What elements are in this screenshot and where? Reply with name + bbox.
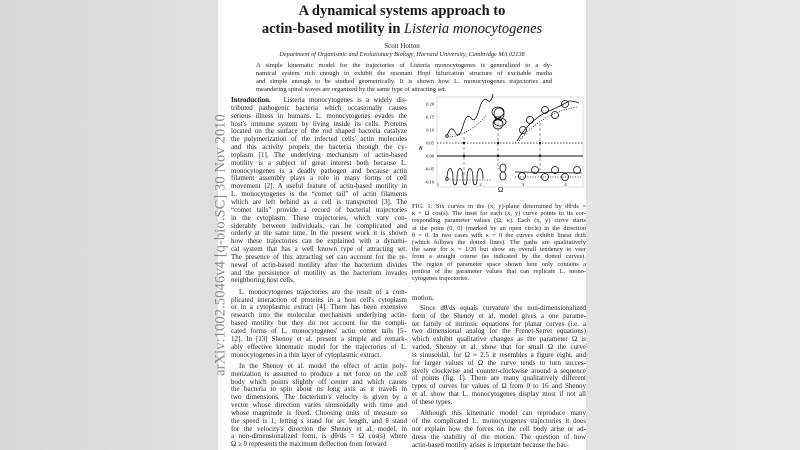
x-tick-label: 1 — [436, 182, 440, 187]
paragraph-line: ter family of intrinsic equations for planar curves (i.e. a — [412, 319, 586, 328]
figure-1 — [407, 93, 586, 193]
y-tick-label: 0.10 — [426, 127, 434, 133]
paragraph-line: in the cytoplasm. These trajectories, which vary con- — [231, 213, 407, 222]
paragraph-line: of points (fig. 1). There are many qualitatively different — [412, 374, 586, 383]
paragraph-line: form of the Shenoy et al. model gives a one parame- — [412, 311, 586, 320]
paragraph-line: orderly at the same time. In the present work it is shown — [231, 229, 407, 238]
curve-loops — [515, 172, 582, 173]
figure-caption — [412, 203, 586, 282]
y-tick-label: 0.05 — [426, 140, 434, 146]
caption-line: FIG. 1: Six curves in the (x, y)-plane determined by dθ/ds = — [412, 203, 586, 210]
intro-heading: Introduction. — [231, 96, 271, 104]
y-tick-label: 0.15 — [426, 114, 434, 120]
paragraph-line: movement [2]. A useful feature of actin-based motility in — [231, 182, 407, 191]
paragraph-line: Ω ≥ 0 represents the maximum deflection from forward — [231, 440, 387, 449]
paragraph-line: cated forms of L. monocytogenes' actin comet tails [5– — [231, 326, 407, 335]
paragraph-line: which exhibit qualitative changes as the parameter Ω is — [412, 335, 586, 344]
paragraph-line: newal of actin-based motility after the bacterium divides — [231, 260, 407, 269]
abstract-line: namical system rich enough to exhibit the resonant Hopf bifurcation structure of excitable media — [256, 70, 552, 77]
paragraph-line: vector whose direction varies sinusoidally with time and — [231, 401, 407, 410]
paragraph-line: motion. — [412, 294, 434, 302]
abstract — [256, 62, 552, 94]
parameter-points — [463, 142, 541, 157]
caption-line: at the point (0, 0) (marked by an open circle) in the direction — [412, 224, 586, 232]
paragraph-line: body which points slightly off center and which causes — [231, 377, 407, 386]
paragraph-line: The presence of this attracting set can account for the re- — [231, 252, 407, 261]
dotted-drift-curve — [447, 115, 487, 137]
paragraph-line: for larger values of Ω the curve tends to turn succes- — [412, 358, 586, 367]
paragraph-line: or in a cytoplasmic extract [4]. There has been extensive — [231, 303, 407, 312]
curve-sinusoid-drift — [447, 94, 493, 136]
y-tick-label: 0.00 — [426, 153, 434, 159]
text-run: Listeria monocytogenes is a widely dis- — [283, 96, 407, 104]
paragraph-line: a non-dimensionalized form, is dθ/ds = Ω cos(s) where — [231, 432, 407, 441]
paragraph-line: et al. show that L. monocytogenes display most if not all — [412, 390, 586, 399]
paragraph-line: of these types. — [412, 397, 453, 406]
paper-title-line-1: A dynamical systems approach to — [298, 3, 506, 19]
paragraph-line: neighboring host cells. — [231, 276, 295, 285]
y-tick-label: -0.10 — [424, 179, 434, 185]
paragraph-line: plicated interaction of proteins in a host cell's cytoplasm — [231, 295, 407, 304]
y-tick-label: 0.20 — [426, 101, 434, 107]
paragraph-line: which are left behind as a cell is transported [3]. The — [231, 197, 407, 206]
right-column — [412, 295, 586, 450]
author: Scott Hotton — [384, 42, 420, 50]
x-tick-label: 4 — [564, 182, 567, 187]
trajectory-curves — [446, 94, 582, 185]
paragraph-line: types of curves for values of Ω from 0 to 16 and Shenoy — [412, 382, 586, 391]
paragraph-line: for the velocity's direction the Shenoy et al. model, in — [231, 424, 407, 433]
abstract-line: A simple kinematic model for the trajectories of Listeria monocytogenes is generalized to a dy- — [256, 62, 552, 69]
paragraph-line: siderably between individuals, can be complicated and — [231, 221, 407, 230]
paragraph-line: 12]. In [13] Shenoy et al. present a simple and remark- — [231, 334, 407, 343]
paragraph-line: serious illness in humans. L. monocytogenes evades the — [231, 111, 407, 120]
paragraph-line: L. monocytogenes trajectories are the result of a com- — [239, 287, 407, 296]
paragraph-line: based motility but they do not account for the compli- — [231, 319, 407, 328]
paragraph-line: actin-based motility arises is important because the bac- — [412, 440, 569, 449]
y-axis-label: κ — [419, 143, 423, 152]
paragraph-line: merization is assumed to produce a net force on the cell — [231, 369, 407, 378]
paragraph-line: not explain how the forces on the cell body arise or ad- — [412, 425, 586, 433]
abstract-line: meandering spiral waves are organized by the same type of attracting set. — [256, 86, 447, 93]
paper-title-line-2 — [218, 21, 586, 38]
paragraph-line: In the Shenoy et al. model the effect of actin poly- — [239, 361, 407, 370]
paragraph-line: tributed pathogenic bacteria which occasionally causes — [231, 103, 407, 112]
paragraph-line: monocytogenes is a deadly pathogen and because actin — [231, 166, 407, 175]
x-axis-label: Ω — [498, 186, 504, 193]
paragraph-line: two dimensions. The bacterium's velocity is given by a — [231, 393, 407, 402]
paragraph-line: located on the surface of the rod shaped bacteria catalyze — [231, 127, 407, 136]
paragraph-line: filament assembly plays a role in many forms of cell — [231, 174, 407, 183]
abstract-line: and simple enough to be studied geometrically. It is shown how L. monocytogenes trajectories and — [256, 78, 552, 85]
paragraph-line: Although this kinematic model can reproduce many — [420, 409, 586, 418]
caption-line: cytogenes trajectories. — [412, 274, 470, 282]
paragraph-line: varied. Shenoy et al. show that for small Ω the curve — [412, 343, 586, 352]
x-tick-label: 3 — [521, 182, 525, 187]
caption-line: from a straight course (as indicated by the dotted curves). — [412, 253, 586, 261]
curve-figure-eight — [500, 164, 506, 180]
paragraph-line: of the complicated L. monocytogenes trajectories it does — [412, 417, 586, 426]
caption-line: responding parameter values (Ω, κ). Each (x, y) curve starts — [412, 217, 586, 225]
paragraph-line: Since dθ/ds equals curvature the non-dimensionalized — [420, 303, 586, 312]
caption-line: θ = 0. In two cases with κ = 0 the curves exhibit linear drift — [412, 231, 586, 239]
paragraph-line: cal system that has a well known type of attracting set. — [231, 245, 407, 254]
title-prefix: actin-based motility in — [261, 21, 401, 37]
paragraph-line: toplasm [1]. The underlying mechanism of actin-based — [231, 150, 407, 159]
caption-line: the same for κ = 1/20 but show an overall tendency to veer — [412, 246, 586, 254]
paragraph-line: host's immune system by living inside its cells. Proteins — [231, 119, 407, 128]
paragraph-line: “comet tails” provide a record of bacterial trajectories — [231, 205, 407, 214]
paragraph-line: sively clockwise and counter-clockwise around a sequence — [412, 366, 586, 375]
paragraph-line: motility is a subject of great interest both because L. — [231, 158, 407, 167]
paragraph-line: research into the molecular mechanism underlying actin- — [231, 311, 407, 320]
paragraph-line: how these trajectories can be explained with a dynami- — [231, 237, 407, 246]
y-tick-label: -0.05 — [424, 166, 434, 172]
curve-sinusoid — [447, 169, 483, 186]
paragraph-line: monocytogenes in a thin layer of cytoplasmic extract. — [231, 350, 382, 359]
inset-pointers — [464, 123, 540, 175]
curve-figure-eight-drift — [492, 107, 506, 129]
paragraph-line: dress the stability of the motion. The question of how — [412, 432, 586, 441]
paragraph-line: is sinusoidal, for Ω ≈ 2.5 it resembles a figure eight, and — [412, 350, 586, 359]
paragraph-line: ably effective kinematic model for the trajectories of L. — [231, 342, 407, 351]
caption-line: The region of parameter space shown here only contains a — [412, 260, 586, 268]
paragraph-line: and the persistence of motility as the bacterium invades — [231, 268, 407, 277]
caption-line: κ + Ω cos(s). The inset for each (x, y) curve points to its cor- — [412, 210, 586, 218]
paragraph-line: two dimensional analog for the Frenet-Serret equations) — [412, 327, 586, 336]
caption-line: (which follows the dotted lines). The paths are qualitatively — [412, 238, 586, 246]
paragraph-line: the speed is 1, letting s stand for arc length, and θ stand — [231, 416, 407, 425]
paragraph-line: and this activity propels the bacteria through the cy- — [231, 143, 407, 152]
paragraph-line: L. monocytogenes is the “comet tail” of actin filaments — [231, 190, 407, 199]
paragraph-line: whose magnitude is fixed. Choosing units of measure so — [231, 408, 407, 417]
plot-frame — [437, 97, 583, 187]
paragraph-line: the polymerization of the infected cells' actin molecules — [231, 135, 407, 144]
paragraph-line: the bacteria to spin about its long axis as it travels in — [231, 385, 407, 394]
title-species: Listeria monocytogenes — [404, 21, 543, 37]
affiliation: Department of Organismic and Evolutionary Biology, Harvard University, Cambridge MA 02138 — [279, 51, 525, 58]
caption-line: portion of the parameter values that can replicate L. mono- — [412, 267, 586, 275]
x-tick-label: 2 — [479, 182, 482, 187]
left-column — [231, 97, 407, 449]
arxiv-stamp: arXiv:1002.5046v4 [q-bio.SC] 30 Nov 2010 — [212, 114, 229, 376]
